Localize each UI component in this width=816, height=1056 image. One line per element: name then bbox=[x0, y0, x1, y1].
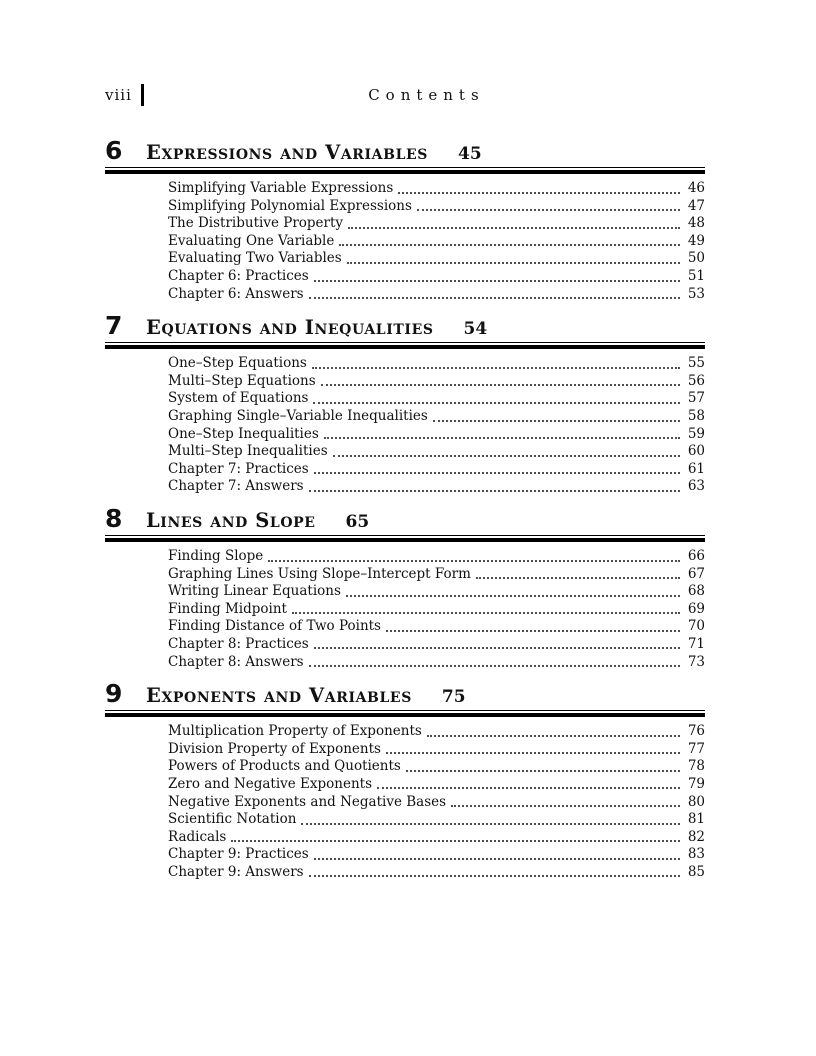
toc-entry-page-number: 49 bbox=[687, 232, 705, 249]
header-divider-bar bbox=[141, 84, 144, 106]
dot-leader bbox=[433, 420, 680, 422]
toc-entry bbox=[168, 652, 705, 670]
toc-entry-page-number: 70 bbox=[687, 618, 705, 635]
chapter-section-7 bbox=[105, 313, 705, 495]
toc-item-list bbox=[105, 542, 705, 670]
toc-entry-label: Graphing Single–Variable Inequalities bbox=[168, 408, 428, 425]
toc-entry bbox=[168, 792, 705, 810]
toc-entry-label: Evaluating Two Variables bbox=[168, 250, 342, 267]
toc-entry-page-number: 51 bbox=[687, 268, 705, 285]
dot-leader bbox=[417, 209, 680, 211]
chapter-page-number: 54 bbox=[463, 319, 488, 340]
dot-leader bbox=[386, 630, 680, 632]
chapter-rule bbox=[105, 535, 705, 542]
toc-entry-page-number: 61 bbox=[687, 460, 705, 477]
toc-entry-label: Scientific Notation bbox=[168, 811, 297, 828]
chapter-number: 7 bbox=[105, 311, 123, 341]
toc-entry bbox=[168, 635, 705, 653]
toc-entry-page-number: 63 bbox=[687, 478, 705, 495]
toc-entry-label: System of Equations bbox=[168, 390, 309, 407]
toc-entry-page-number: 67 bbox=[687, 565, 705, 582]
toc-entry-label: Chapter 6: Answers bbox=[168, 285, 304, 302]
toc-entry bbox=[168, 267, 705, 285]
toc-entry bbox=[168, 547, 705, 565]
toc-entry-page-number: 76 bbox=[687, 723, 705, 740]
dot-leader bbox=[309, 665, 680, 667]
toc-entry bbox=[168, 775, 705, 793]
toc-entry-page-number: 58 bbox=[687, 408, 705, 425]
dot-leader bbox=[347, 262, 680, 264]
dot-leader bbox=[476, 577, 680, 579]
toc-entry bbox=[168, 828, 705, 846]
toc-entry-label: Chapter 7: Practices bbox=[168, 460, 309, 477]
chapter-rule bbox=[105, 710, 705, 717]
dot-leader bbox=[398, 192, 680, 194]
chapter-title: Equations and Inequalities bbox=[146, 316, 434, 340]
toc-entry-label: Evaluating One Variable bbox=[168, 232, 335, 249]
toc-entry-label: Chapter 8: Answers bbox=[168, 653, 304, 670]
chapter-heading bbox=[105, 313, 705, 342]
toc-entry-page-number: 83 bbox=[687, 846, 705, 863]
toc-entry bbox=[168, 582, 705, 600]
chapter-page-number: 75 bbox=[441, 687, 466, 708]
toc-entry bbox=[168, 232, 705, 250]
header-rule-right bbox=[497, 86, 705, 105]
toc-entry bbox=[168, 565, 705, 583]
toc-entry bbox=[168, 179, 705, 197]
toc-entry-page-number: 79 bbox=[687, 775, 705, 792]
toc-entry-page-number: 68 bbox=[687, 583, 705, 600]
chapter-section-8 bbox=[105, 503, 705, 670]
toc-entry-page-number: 85 bbox=[687, 863, 705, 880]
toc-entry bbox=[168, 722, 705, 740]
toc-entry-label: Radicals bbox=[168, 828, 227, 845]
dot-leader bbox=[314, 647, 680, 649]
page-header bbox=[105, 84, 705, 106]
dot-leader bbox=[231, 840, 680, 842]
toc-entry-label: Powers of Products and Quotients bbox=[168, 758, 401, 775]
toc-entry bbox=[168, 197, 705, 215]
chapter-title: Exponents and Variables bbox=[146, 684, 412, 708]
toc-entry bbox=[168, 477, 705, 495]
dot-leader bbox=[314, 472, 680, 474]
dot-leader bbox=[309, 875, 680, 877]
toc-entry-page-number: 80 bbox=[687, 793, 705, 810]
chapter-title: Lines and Slope bbox=[146, 508, 316, 532]
chapter-title: Expressions and Variables bbox=[146, 141, 428, 164]
toc-entry-label: Chapter 9: Practices bbox=[168, 846, 309, 863]
toc-item-list bbox=[105, 717, 705, 880]
toc-entry-page-number: 46 bbox=[687, 180, 705, 197]
toc-entry-page-number: 57 bbox=[687, 390, 705, 407]
toc-entry-page-number: 81 bbox=[687, 811, 705, 828]
toc-entry bbox=[168, 442, 705, 460]
toc-entry bbox=[168, 810, 705, 828]
folio-page-number: viii bbox=[105, 85, 132, 104]
dot-leader bbox=[339, 244, 680, 246]
dot-leader bbox=[348, 227, 680, 229]
toc-entry-page-number: 77 bbox=[687, 740, 705, 757]
toc-entry-page-number: 71 bbox=[687, 635, 705, 652]
toc-entry-label: Finding Distance of Two Points bbox=[168, 618, 381, 635]
toc-entry-label: Multi–Step Inequalities bbox=[168, 443, 328, 460]
toc-entry-label: Writing Linear Equations bbox=[168, 583, 341, 600]
dot-leader bbox=[377, 787, 680, 789]
toc-entry-label: Simplifying Polynomial Expressions bbox=[168, 197, 412, 214]
toc-entry bbox=[168, 845, 705, 863]
chapter-heading bbox=[105, 138, 705, 167]
chapter-heading bbox=[105, 681, 705, 710]
toc-entry bbox=[168, 425, 705, 443]
toc-entry bbox=[168, 863, 705, 881]
dot-leader bbox=[292, 612, 680, 614]
dot-leader bbox=[451, 805, 680, 807]
chapter-heading bbox=[105, 503, 705, 535]
dot-leader bbox=[314, 858, 680, 860]
dot-leader bbox=[427, 735, 680, 737]
toc-entry-page-number: 66 bbox=[687, 547, 705, 564]
chapter-number: 9 bbox=[105, 679, 123, 709]
toc-item-list bbox=[105, 349, 705, 495]
chapter-number: 6 bbox=[105, 136, 123, 165]
toc-entry bbox=[168, 389, 705, 407]
dot-leader bbox=[268, 560, 680, 562]
chapter-page-number: 45 bbox=[458, 144, 482, 164]
toc-entry-label: Chapter 6: Practices bbox=[168, 268, 309, 285]
toc-entry-label: Negative Exponents and Negative Bases bbox=[168, 793, 447, 810]
toc-entry-page-number: 56 bbox=[687, 372, 705, 389]
dot-leader bbox=[406, 770, 680, 772]
chapter-section-9 bbox=[105, 681, 705, 880]
toc-entry-label: One–Step Inequalities bbox=[168, 425, 319, 442]
dot-leader bbox=[301, 823, 680, 825]
toc-entry-page-number: 55 bbox=[687, 355, 705, 372]
chapter-rule bbox=[105, 342, 705, 349]
toc-entry-label: Multi–Step Equations bbox=[168, 372, 316, 389]
toc-entry-page-number: 59 bbox=[687, 425, 705, 442]
chapter-number: 8 bbox=[105, 503, 123, 533]
toc-entry-label: Finding Midpoint bbox=[168, 600, 287, 617]
toc-entry-label: Multiplication Property of Exponents bbox=[168, 723, 422, 740]
dot-leader bbox=[313, 402, 680, 404]
header-rule-left bbox=[152, 86, 356, 105]
dot-leader bbox=[309, 490, 680, 492]
toc-entry-label: Graphing Lines Using Slope–Intercept Form bbox=[168, 565, 471, 582]
toc-entry-label: One–Step Equations bbox=[168, 355, 307, 372]
dot-leader bbox=[324, 437, 680, 439]
toc-entry bbox=[168, 249, 705, 267]
toc-entry-label: The Distributive Property bbox=[168, 215, 344, 232]
toc-entry bbox=[168, 740, 705, 758]
toc-entry bbox=[168, 354, 705, 372]
toc-entry bbox=[168, 407, 705, 425]
toc-entry-page-number: 82 bbox=[687, 828, 705, 845]
toc-entry-page-number: 53 bbox=[687, 285, 705, 302]
dot-leader bbox=[309, 297, 680, 299]
toc-body bbox=[105, 138, 705, 880]
toc-entry-label: Zero and Negative Exponents bbox=[168, 775, 373, 792]
toc-entry-page-number: 78 bbox=[687, 758, 705, 775]
dot-leader bbox=[346, 595, 680, 597]
toc-entry-label: Chapter 9: Answers bbox=[168, 863, 304, 880]
toc-entry-page-number: 48 bbox=[687, 215, 705, 232]
chapter-page-number: 65 bbox=[345, 511, 370, 532]
toc-entry-page-number: 69 bbox=[687, 600, 705, 617]
toc-entry bbox=[168, 600, 705, 618]
toc-entry-label: Division Property of Exponents bbox=[168, 740, 381, 757]
chapter-rule bbox=[105, 167, 705, 174]
dot-leader bbox=[386, 752, 680, 754]
toc-entry-page-number: 47 bbox=[687, 197, 705, 214]
toc-entry-page-number: 60 bbox=[687, 443, 705, 460]
toc-entry-label: Finding Slope bbox=[168, 547, 264, 564]
dot-leader bbox=[314, 280, 680, 282]
toc-entry bbox=[168, 285, 705, 303]
chapter-section-6 bbox=[105, 138, 705, 302]
toc-entry bbox=[168, 757, 705, 775]
toc-entry-label: Chapter 8: Practices bbox=[168, 635, 309, 652]
toc-item-list bbox=[105, 174, 705, 302]
toc-entry-label: Chapter 7: Answers bbox=[168, 478, 304, 495]
toc-entry bbox=[168, 214, 705, 232]
toc-entry bbox=[168, 372, 705, 390]
dot-leader bbox=[333, 455, 680, 457]
toc-entry-label: Simplifying Variable Expressions bbox=[168, 180, 394, 197]
toc-entry bbox=[168, 460, 705, 478]
toc-entry-page-number: 73 bbox=[687, 653, 705, 670]
toc-entry bbox=[168, 617, 705, 635]
dot-leader bbox=[321, 384, 680, 386]
toc-entry-page-number: 50 bbox=[687, 250, 705, 267]
dot-leader bbox=[312, 367, 680, 369]
page-title: Contents bbox=[368, 85, 485, 104]
